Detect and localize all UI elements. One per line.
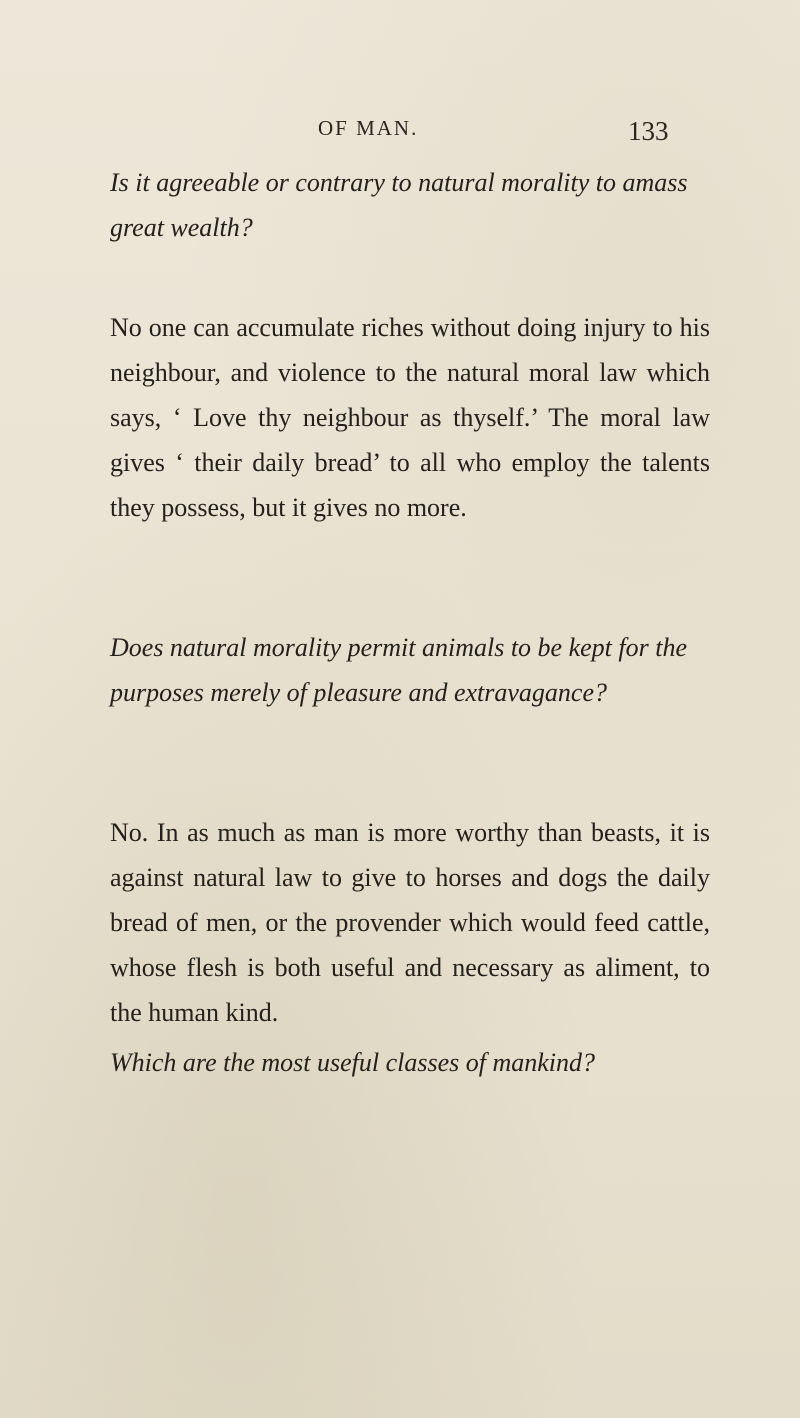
running-head: OF MAN. (318, 116, 419, 140)
answer-paragraph: No one can accumulate riches without doing injury to his neighbour, and violence to the natural moral law which says, ‘ Love thy neighbour as thyself.’ The moral law gives ‘ their daily bread’ to all who employ the talents they possess, but it gives no more. (110, 313, 710, 522)
page-number: 133 (628, 116, 669, 146)
question-paragraph: Does natural morality permit animals to be kept for the purposes merely of pleasure and extravagance? (110, 633, 688, 707)
page-header (0, 116, 800, 156)
question-paragraph: Which are the most useful classes of mankind? (110, 1048, 596, 1077)
question-paragraph: Is it agreeable or contrary to natural morality to amass great wealth? (110, 168, 688, 242)
answer-paragraph: No. In as much as man is more worthy than beasts, it is against natural law to give to horses and dogs the daily bread of men, or the provender which would feed cattle, whose flesh is both useful and necessary as aliment, to the human kind. (110, 818, 710, 1027)
